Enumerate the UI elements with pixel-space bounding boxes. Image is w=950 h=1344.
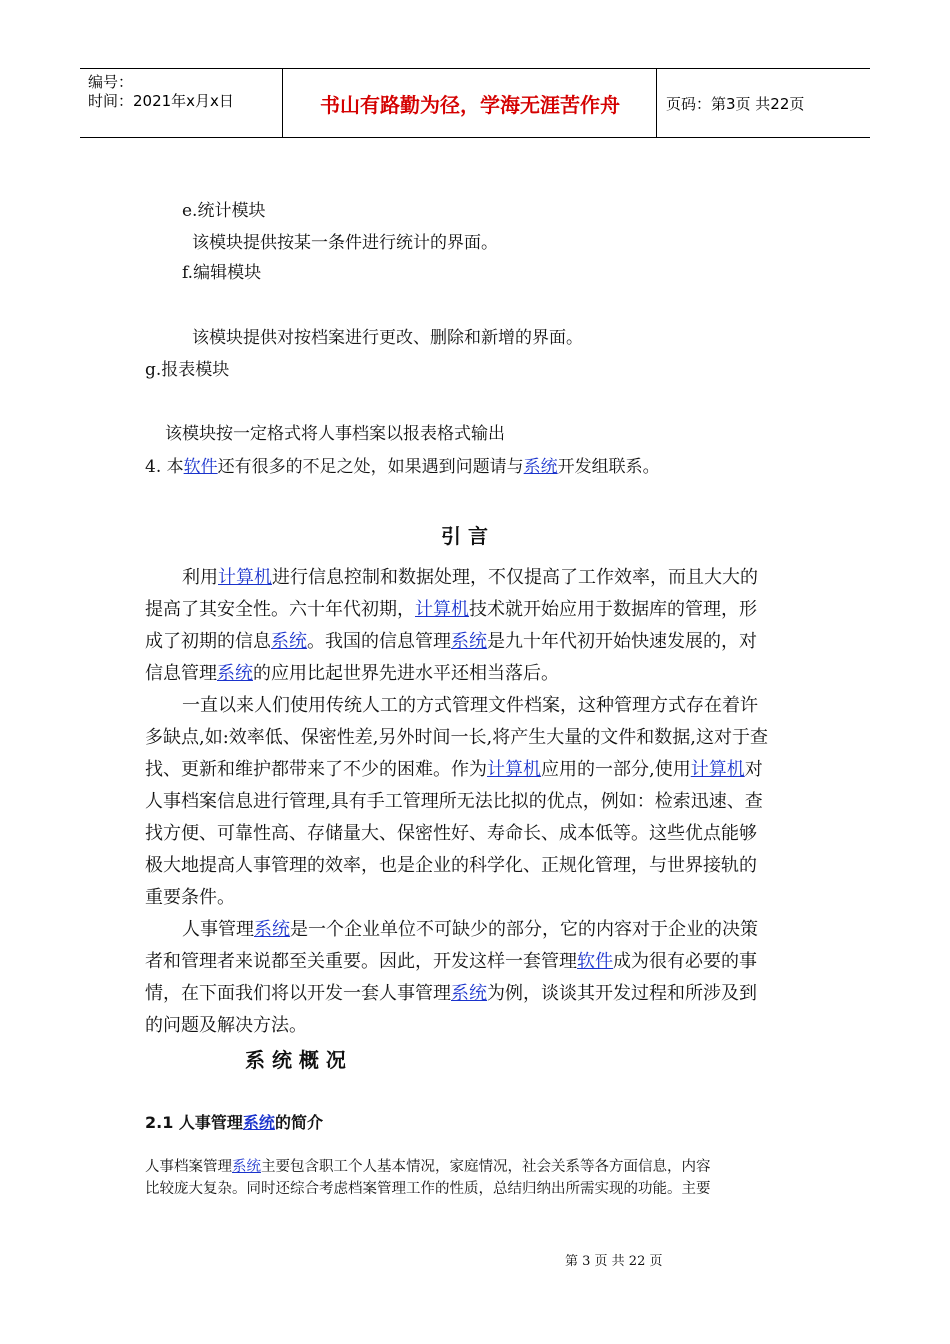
- header-divider: [282, 69, 283, 137]
- header-motto: 书山有路勤为径，学海无涯苦作舟: [320, 92, 620, 117]
- module-e-title: e.统计模块: [182, 201, 266, 221]
- intro-p2-line: 人事档案信息进行管理,具有手工管理所无法比拟的优点，例如：检索迅速、查: [145, 791, 763, 812]
- intro-p2-line: 一直以来人们使用传统人工的方式管理文件档案，这种管理方式存在着许: [182, 695, 758, 716]
- item-4-text: 开发组联系。: [557, 457, 660, 477]
- header-page-info: 页码：第3页 共22页: [666, 94, 805, 113]
- link-system[interactable]: 系统: [271, 631, 307, 652]
- header-meta: [88, 73, 234, 111]
- text: 为例，谈谈其开发过程和所涉及到: [487, 983, 757, 1004]
- module-g-desc: 该模块按一定格式将人事档案以报表格式输出: [165, 424, 505, 444]
- link-system[interactable]: 系统: [451, 983, 487, 1004]
- text: 主要包含职工个人基本情况，家庭情况，社会关系等各方面信息，内容: [261, 1159, 711, 1175]
- text: 2.1 人事管理: [145, 1113, 243, 1132]
- link-system[interactable]: 系统: [523, 457, 558, 477]
- intro-p2-line: 找方便、可靠性高、存储量大、保密性好、寿命长、成本低等。这些优点能够: [145, 823, 757, 844]
- overview-heading: 系 统 概 况: [245, 1048, 346, 1072]
- header-number: 编号：: [88, 73, 134, 91]
- text: 对: [744, 759, 763, 780]
- link-computer[interactable]: 计算机: [415, 599, 469, 620]
- text: 者和管理者来说都至关重要。因此，开发这样一套管理: [145, 951, 577, 972]
- module-f-desc: 该模块提供对按档案进行更改、删除和新增的界面。: [192, 328, 583, 348]
- link-system[interactable]: 系统: [242, 1113, 275, 1132]
- link-system[interactable]: 系统: [217, 663, 253, 684]
- intro-p1-line: [145, 594, 757, 626]
- text: 信息管理: [145, 663, 217, 684]
- link-computer[interactable]: 计算机: [690, 759, 745, 780]
- link-system[interactable]: 系统: [232, 1159, 261, 1175]
- text: 成了初期的信息: [145, 631, 271, 652]
- intro-p3-line: [145, 978, 757, 1010]
- overview-line: 比较庞大复杂。同时还综合考虑档案管理工作的性质，总结归纳出所需实现的功能。主要: [145, 1181, 711, 1197]
- module-f-title: f.编辑模块: [182, 263, 262, 283]
- intro-p2-line: 极大地提高人事管理的效率，也是企业的科学化、正规化管理，与世界接轨的: [145, 855, 757, 876]
- text: 是一个企业单位不可缺少的部分，它的内容对于企业的决策: [290, 919, 758, 940]
- intro-p2-line: 多缺点,如:效率低、保密性差,另外时间一长,将产生大量的文件和数据,这对于查: [145, 727, 768, 748]
- page-header: [80, 68, 870, 138]
- module-e-desc: 该模块提供按某一条件进行统计的界面。: [192, 233, 498, 253]
- section-2-1-heading: [145, 1110, 323, 1133]
- link-software[interactable]: 软件: [577, 951, 613, 972]
- text: 提高了其安全性。六十年代初期，: [145, 599, 415, 620]
- text: 。我国的信息管理: [307, 631, 451, 652]
- text: 是九十年代初开始快速发展的，对: [487, 631, 757, 652]
- text: 人事管理: [182, 919, 254, 940]
- intro-p1-line: [182, 562, 758, 594]
- text: 技术就开始应用于数据库的管理，形: [469, 599, 757, 620]
- module-g-title: g.报表模块: [145, 360, 230, 380]
- intro-p3-line: [182, 914, 758, 946]
- text: 情，在下面我们将以开发一套人事管理: [145, 983, 451, 1004]
- header-divider: [656, 69, 657, 137]
- text: 应用的一部分,使用: [541, 759, 691, 780]
- item-4: [145, 452, 660, 477]
- text: 的简介: [274, 1113, 323, 1132]
- page-footer: 第 3 页 共 22 页: [565, 1254, 663, 1269]
- link-computer[interactable]: 计算机: [487, 759, 541, 780]
- intro-p2-line: [145, 754, 763, 786]
- header-time: 时间：2021年x月x日: [88, 92, 234, 110]
- link-software[interactable]: 软件: [183, 457, 218, 477]
- overview-line: [145, 1156, 711, 1178]
- link-system[interactable]: 系统: [451, 631, 487, 652]
- intro-p1-line: [145, 658, 559, 690]
- item-4-text: 4. 本: [145, 457, 184, 477]
- link-system[interactable]: 系统: [254, 919, 290, 940]
- intro-p1-line: [145, 626, 757, 658]
- intro-heading: 引 言: [441, 524, 488, 548]
- text: 利用: [182, 567, 218, 588]
- text: 人事档案管理: [145, 1159, 232, 1175]
- intro-p3-line: [145, 946, 757, 978]
- link-computer[interactable]: 计算机: [218, 567, 272, 588]
- text: 成为很有必要的事: [613, 951, 757, 972]
- text: 进行信息控制和数据处理，不仅提高了工作效率，而且大大的: [272, 567, 758, 588]
- text: 的应用比起世界先进水平还相当落后。: [253, 663, 559, 684]
- intro-p2-line: 重要条件。: [145, 887, 235, 908]
- item-4-text: 还有很多的不足之处，如果遇到问题请与: [217, 457, 524, 477]
- intro-p3-line: 的问题及解决方法。: [145, 1015, 307, 1036]
- text: 找、更新和维护都带来了不少的困难。作为: [145, 759, 487, 780]
